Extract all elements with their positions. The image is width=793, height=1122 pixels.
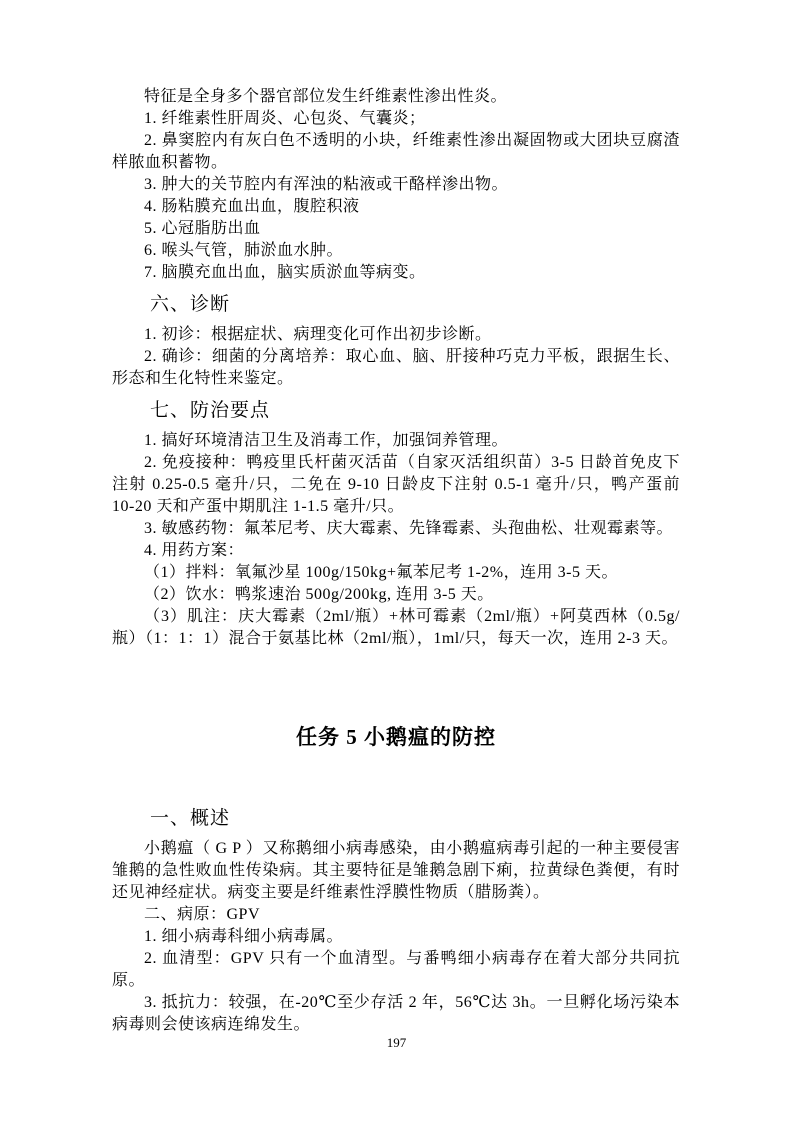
diagnosis-item-1: 1. 初诊：根据症状、病理变化可作出初步诊断。 [144,326,492,343]
page-number: 197 [386,1035,407,1050]
pathogen-item-1: 1. 细小病毒科细小病毒属。 [144,928,344,945]
prevention-item-1: 1. 搞好环境清洁卫生及消毒工作，加强饲养管理。 [144,432,509,449]
pathology-item-6: 6. 喉头气管，肺淤血水肿。 [144,242,344,259]
pathogen-heading-line: 二、病原：GPV [144,906,261,923]
prevention-subitem-2: （2）饮水：鸭浆速治 500g/200kg, 连用 3-5 天。 [144,586,494,603]
prevention-item-4: 4. 用药方案： [144,542,245,559]
heading-diagnosis: 六、诊断 [150,294,231,315]
prevention-item-3: 3. 敏感药物：氟苯尼考、庆大霉素、先锋霉素、头孢曲松、壮观霉素等。 [144,520,674,537]
pathology-item-1: 1. 纤维素性肝周炎、心包炎、气囊炎； [144,110,426,127]
pathogen-item-3: 3. 抵抗力：较强，在-20℃至少存活 2 年，56℃达 3h。一旦孵化场污染本病毒则会使该病连绵发生。 [112,994,680,1033]
prevention-subitem-3: （3）肌注：庆大霉素（2ml/瓶）+林可霉素（2ml/瓶）+阿莫西林（0.5g/瓶）（1：1：1）混合于氨基比林（2ml/瓶），1ml/只，每天一次，连用 2-3 天。 [112,608,680,647]
heading-overview: 一、概述 [150,808,231,829]
diagnosis-item-2: 2. 确诊：细菌的分离培养：取心血、脑、肝接种巧克力平板，跟据生长、形态和生化特性来鉴定。 [112,348,680,387]
pathology-item-4: 4. 肠粘膜充血出血，腹腔积液 [144,198,360,215]
overview-paragraph: 小鹅瘟（ G P ）又称鹅细小病毒感染，由小鹅瘟病毒引起的一种主要侵害雏鹅的急性败血性传染病。其主要特征是雏鹅急剧下痢，拉黄绿色粪便，有时还见神经症状。病变主要是纤维素性浮膜性物质（腊肠粪）。 [112,840,680,901]
pathology-item-7: 7. 脑膜充血出血，脑实质淤血等病变。 [144,264,426,281]
pathology-item-5: 5. 心冠脂肪出血 [144,220,261,237]
pathology-intro-paragraph: 特征是全身多个器官部位发生纤维素性渗出性炎。 [144,88,508,105]
heading-prevention: 七、防治要点 [150,400,271,421]
pathology-item-2: 2. 鼻窦腔内有灰白色不透明的小块，纤维素性渗出凝固物或大团块豆腐渣样脓血积蓄物。 [112,132,680,171]
pathogen-item-2: 2. 血清型：GPV 只有一个血清型。与番鸭细小病毒存在着大部分共同抗原。 [112,950,680,989]
prevention-item-2: 2. 免疫接种：鸭疫里氏杆菌灭活苗（自家灭活组织苗）3-5 日龄首免皮下注射 0.25-0.5 毫升/只，二免在 9-10 日龄皮下注射 0.5-1 毫升/只，鸭产蛋前 10-20 天和产蛋中期肌注 1-1.5 毫升/只。 [112,454,680,515]
prevention-subitem-1: （1）拌料：氧氟沙星 100g/150kg+氟苯尼考 1-2%，连用 3-5 天。 [144,564,618,581]
pathology-item-3: 3. 肿大的关节腔内有浑浊的粘液或干酪样渗出物。 [144,176,509,193]
task-title: 任务 5 小鹅瘟的防控 [296,725,496,749]
page-content [112,86,680,1036]
